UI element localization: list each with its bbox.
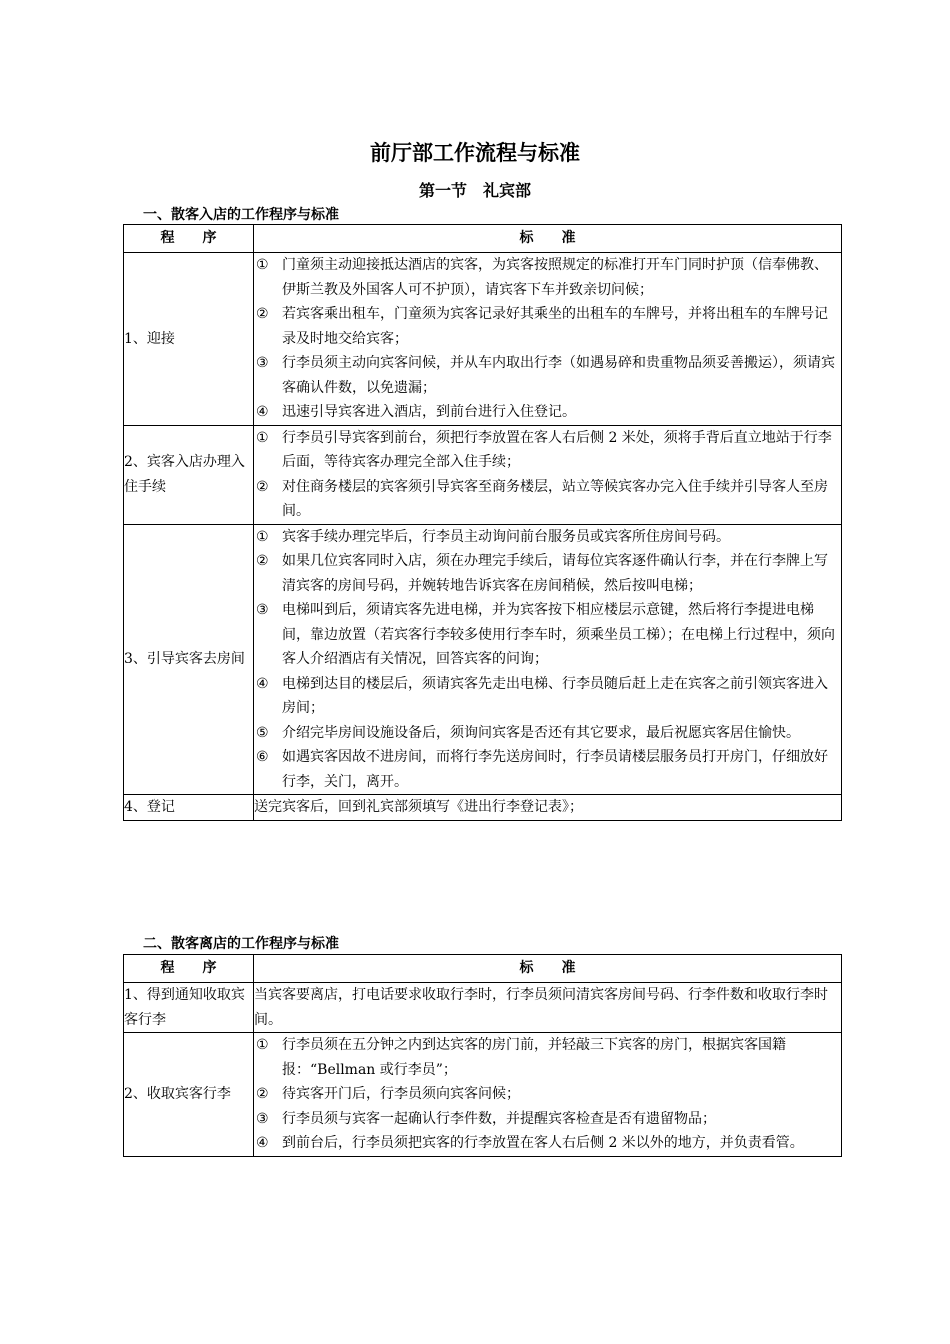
standard-item (254, 426, 841, 475)
item-number-marker: ② (256, 553, 269, 569)
standard-column-header: 标 准 (254, 955, 842, 983)
table-row (124, 425, 842, 524)
standard-cell (254, 1033, 842, 1157)
item-number-marker: ② (256, 1086, 269, 1102)
procedure-column-header: 程 序 (124, 955, 254, 983)
standard-item (254, 525, 841, 550)
item-number-marker: ⑥ (256, 749, 269, 765)
item-text: 电梯叫到后，须请宾客先进电梯，并为宾客按下相应楼层示意键，然后将行李提进电梯间，靠边放置（若宾客行李较多使用行李车时，须乘坐员工梯）；在电梯上行过程中，须向客人介绍酒店有关情况，回答宾客的问询； (282, 602, 835, 667)
standard-item (254, 1107, 841, 1132)
check-out-procedure-table (123, 954, 842, 1157)
item-number-marker: ③ (256, 355, 269, 371)
item-text: 如遇宾客因故不进房间，而将行李先送房间时，行李员请楼层服务员打开房门，仔细放好行李，关门，离开。 (282, 749, 828, 790)
standard-item (254, 475, 841, 524)
standard-item (254, 549, 841, 598)
standard-cell (254, 425, 842, 524)
standard-item (254, 721, 841, 746)
item-text: 若宾客乘出租车，门童须为宾客记录好其乘坐的出租车的车牌号，并将出租车的车牌号记录及时地交给宾客； (282, 306, 828, 347)
item-number-marker: ① (256, 528, 269, 545)
item-text: 电梯到达目的楼层后，须请宾客先走出电梯、行李员随后赶上走在宾客之前引领宾客进入房间； (282, 675, 828, 716)
standard-item (254, 351, 841, 400)
item-number-marker: ③ (256, 602, 269, 618)
item-text: 行李员须与宾客一起确认行李件数，并提醒宾客检查是否有遗留物品； (282, 1110, 716, 1127)
table-row (124, 1033, 842, 1157)
standard-item (254, 1033, 841, 1082)
standard-item (254, 745, 841, 794)
standard-item (254, 302, 841, 351)
standard-cell (254, 253, 842, 426)
item-number-marker: ② (256, 306, 269, 322)
item-number-marker: ① (256, 257, 269, 273)
procedure-step-cell: 3、引导宾客去房间 (124, 524, 254, 795)
item-text: 待宾客开门后，行李员须向宾客问候； (282, 1086, 520, 1102)
standard-item (254, 672, 841, 721)
standard-cell (254, 524, 842, 795)
standard-item (254, 400, 841, 425)
item-number-marker: ② (256, 478, 269, 495)
procedure-step-cell: 2、收取宾客行李 (124, 1033, 254, 1157)
standard-item (254, 598, 841, 672)
table-row (124, 524, 842, 795)
procedure-step-cell: 4、登记 (124, 795, 254, 821)
procedure-step-cell: 1、迎接 (124, 253, 254, 426)
item-number-marker: ④ (256, 1135, 269, 1151)
page-title: 前厅部工作流程与标准 (370, 141, 580, 165)
item-text: 行李员须主动向宾客问候，并从车内取出行李（如遇易碎和贵重物品须妥善搬运），须请宾客确认件数，以免遗漏； (282, 355, 835, 396)
section-heading-check-in: 一、散客入店的工作程序与标准 (143, 207, 339, 223)
item-text: 行李员引导宾客到前台，须把行李放置在客人右后侧 2 米处，须将手背后直立地站于行李后面，等待宾客办理完全部入住手续； (282, 429, 832, 470)
check-in-procedure-table (123, 224, 842, 821)
table-header-row (124, 955, 842, 983)
item-text: 门童须主动迎接抵达酒店的宾客，为宾客按照规定的标准打开车门同时护顶（信奉佛教、伊斯兰教及外国客人可不护顶），请宾客下车并致亲切问候； (282, 257, 828, 298)
item-number-marker: ④ (256, 675, 269, 692)
item-number-marker: ④ (256, 404, 269, 420)
procedure-step-cell: 1、得到通知收取宾客行李 (124, 983, 254, 1033)
item-number-marker: ① (256, 429, 269, 446)
table-row (124, 983, 842, 1033)
item-text: 到前台后，行李员须把宾客的行李放置在客人右后侧 2 米以外的地方，并负责看管。 (282, 1135, 804, 1151)
item-text: 对住商务楼层的宾客须引导宾客至商务楼层，站立等候宾客办完入住手续并引导客人至房间。 (282, 478, 828, 519)
standard-cell (254, 983, 842, 1033)
item-text: 宾客手续办理完毕后，行李员主动询问前台服务员或宾客所住房间号码。 (282, 528, 730, 545)
item-number-marker: ③ (256, 1110, 269, 1127)
table-header-row (124, 225, 842, 253)
standard-column-header: 标 准 (254, 225, 842, 253)
item-text: 送完宾客后，回到礼宾部须填写《进出行李登记表》； (254, 799, 583, 815)
item-text: 行李员须在五分钟之内到达宾客的房门前，并轻敲三下宾客的房门，根据宾客国籍报：“Bellman 或行李员”； (282, 1037, 786, 1078)
check-in-table-body (124, 253, 842, 821)
standard-item (254, 253, 841, 302)
procedure-step-cell: 2、宾客入店办理入住手续 (124, 425, 254, 524)
item-text: 介绍完毕房间设施设备后，须询问宾客是否还有其它要求，最后祝愿宾客居住愉快。 (282, 724, 800, 741)
item-text: 当宾客要离店，打电话要求收取行李时，行李员须问清宾客房间号码、行李件数和收取行李时间。 (254, 987, 828, 1028)
section-heading-check-out: 二、散客离店的工作程序与标准 (143, 936, 339, 952)
item-number-marker: ① (256, 1037, 269, 1053)
standard-item (254, 1082, 841, 1107)
item-text: 如果几位宾客同时入店，须在办理完手续后，请每位宾客逐件确认行李，并在行李牌上写清宾客的房间号码，并婉转地告诉宾客在房间稍候，然后按叫电梯； (282, 553, 828, 594)
item-number-marker: ⑤ (256, 724, 269, 741)
item-text: 迅速引导宾客进入酒店，到前台进行入住登记。 (282, 404, 576, 420)
section-subtitle: 第一节 礼宾部 (418, 181, 531, 200)
table-row (124, 253, 842, 426)
standard-item (254, 1131, 841, 1156)
check-out-table-body (124, 983, 842, 1157)
procedure-column-header: 程 序 (124, 225, 254, 253)
standard-item (254, 795, 841, 820)
standard-cell (254, 795, 842, 821)
standard-item (254, 983, 841, 1032)
table-row (124, 795, 842, 821)
